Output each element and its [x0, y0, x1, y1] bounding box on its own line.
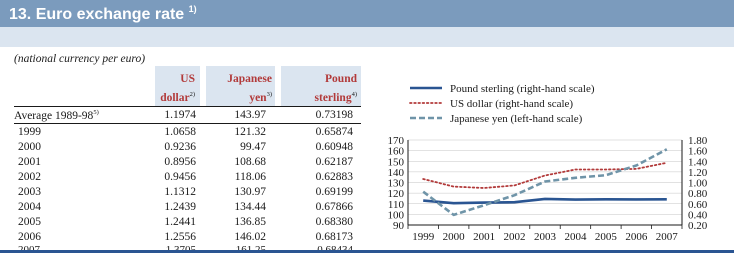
row-year: 2006	[18, 231, 41, 243]
row-jpy: 146.02	[234, 231, 266, 243]
y-left-tick-label: 150	[387, 156, 404, 169]
y-left-tick-label: 100	[387, 209, 404, 222]
x-tick-label: 2000	[442, 231, 465, 243]
row-usd: 0.9236	[164, 141, 196, 153]
row-gbp: 0.67866	[315, 201, 353, 213]
y-left-tick-label: 160	[387, 145, 404, 158]
average-usd: 1.1974	[164, 109, 196, 121]
row-jpy: 130.97	[234, 186, 266, 198]
row-year: 2004	[18, 201, 41, 213]
row-jpy: 121.32	[234, 126, 266, 138]
y-left-tick-label: 90	[393, 220, 404, 232]
legend-label: Japanese yen (left-hand scale)	[450, 113, 583, 125]
x-tick-label: 2007	[655, 231, 678, 243]
row-jpy: 136.85	[234, 216, 266, 228]
y-right-tick-label: 0.20	[688, 220, 708, 232]
row-usd: 1.0658	[164, 126, 196, 138]
row-jpy: 99.47	[240, 141, 266, 153]
average-gbp: 0.73198	[315, 109, 353, 121]
subtitle: (national currency per euro)	[14, 53, 146, 65]
x-tick-label: 2001	[473, 231, 496, 243]
row-usd: 1.1312	[164, 186, 196, 198]
row-gbp: 0.65874	[315, 126, 353, 138]
row-usd: 0.8956	[164, 156, 196, 168]
y-right-tick-label: 0.40	[688, 209, 708, 222]
y-right-tick-label: 0.80	[688, 188, 708, 201]
exchange-rate-chart	[370, 70, 730, 248]
row-gbp: 0.68380	[315, 216, 353, 228]
legend-label: US dollar (right-hand scale)	[450, 98, 574, 110]
y-right-tick-label: 1.60	[688, 145, 708, 158]
row-gbp: 0.69199	[315, 186, 353, 198]
average-row-label: Average 1989-98$^{5)}$	[14, 109, 99, 122]
title-footnote: 1)	[188, 4, 197, 14]
x-tick-label: 2002	[503, 231, 526, 243]
row-gbp: 0.60948	[315, 141, 353, 153]
title-band	[0, 27, 734, 47]
y-left-tick-label: 110	[387, 198, 404, 211]
y-left-tick-label: 170	[387, 135, 404, 147]
legend-label: Pound sterling (right-hand scale)	[450, 83, 595, 95]
row-usd: 1.2439	[164, 201, 196, 213]
row-usd: 0.9456	[164, 171, 196, 183]
y-right-tick-label: 1.40	[688, 156, 708, 169]
row-jpy: 108.68	[234, 156, 266, 168]
x-tick-label: 2003	[534, 231, 556, 243]
x-tick-label: 2005	[594, 231, 617, 243]
row-gbp: 0.68173	[315, 231, 353, 243]
x-tick-label: 2006	[625, 231, 648, 243]
bottom-rule	[0, 250, 734, 253]
row-gbp: 0.62187	[315, 156, 353, 168]
row-gbp: 0.62883	[315, 171, 353, 183]
row-year: 2002	[18, 171, 41, 183]
header-rule	[14, 106, 361, 107]
title-bar	[0, 0, 734, 27]
y-left-tick-label: 120	[387, 188, 404, 201]
row-year: 1999	[18, 126, 41, 138]
row-year: 2005	[18, 216, 41, 228]
row-year: 2001	[18, 156, 41, 168]
column-header-gbp: Pound sterling$^{4)}$	[314, 73, 357, 104]
row-year: 2003	[18, 186, 41, 198]
column-header-jpy: Japanese yen$^{3)}$	[227, 73, 272, 104]
x-tick-label: 2004	[564, 231, 587, 243]
y-right-tick-label: 1.00	[688, 177, 708, 190]
row-jpy: 118.06	[234, 171, 266, 183]
column-header-usd: US dollar$^{2)}$	[160, 73, 195, 104]
row-jpy: 134.44	[234, 201, 266, 213]
average-jpy: 143.97	[234, 109, 266, 121]
y-left-tick-label: 130	[387, 177, 404, 190]
y-right-tick-label: 1.20	[688, 166, 708, 179]
row-usd: 1.2556	[164, 231, 196, 243]
y-left-tick-label: 140	[387, 166, 404, 179]
y-right-tick-label: 1.80	[688, 135, 708, 147]
y-right-tick-label: 0.60	[688, 198, 708, 211]
x-tick-label: 1999	[412, 231, 435, 243]
row-usd: 1.2441	[164, 216, 196, 228]
row-year: 2000	[18, 141, 41, 153]
page-title: 13. Euro exchange rate $^{1)}$	[9, 4, 197, 23]
average-rule	[14, 123, 361, 124]
